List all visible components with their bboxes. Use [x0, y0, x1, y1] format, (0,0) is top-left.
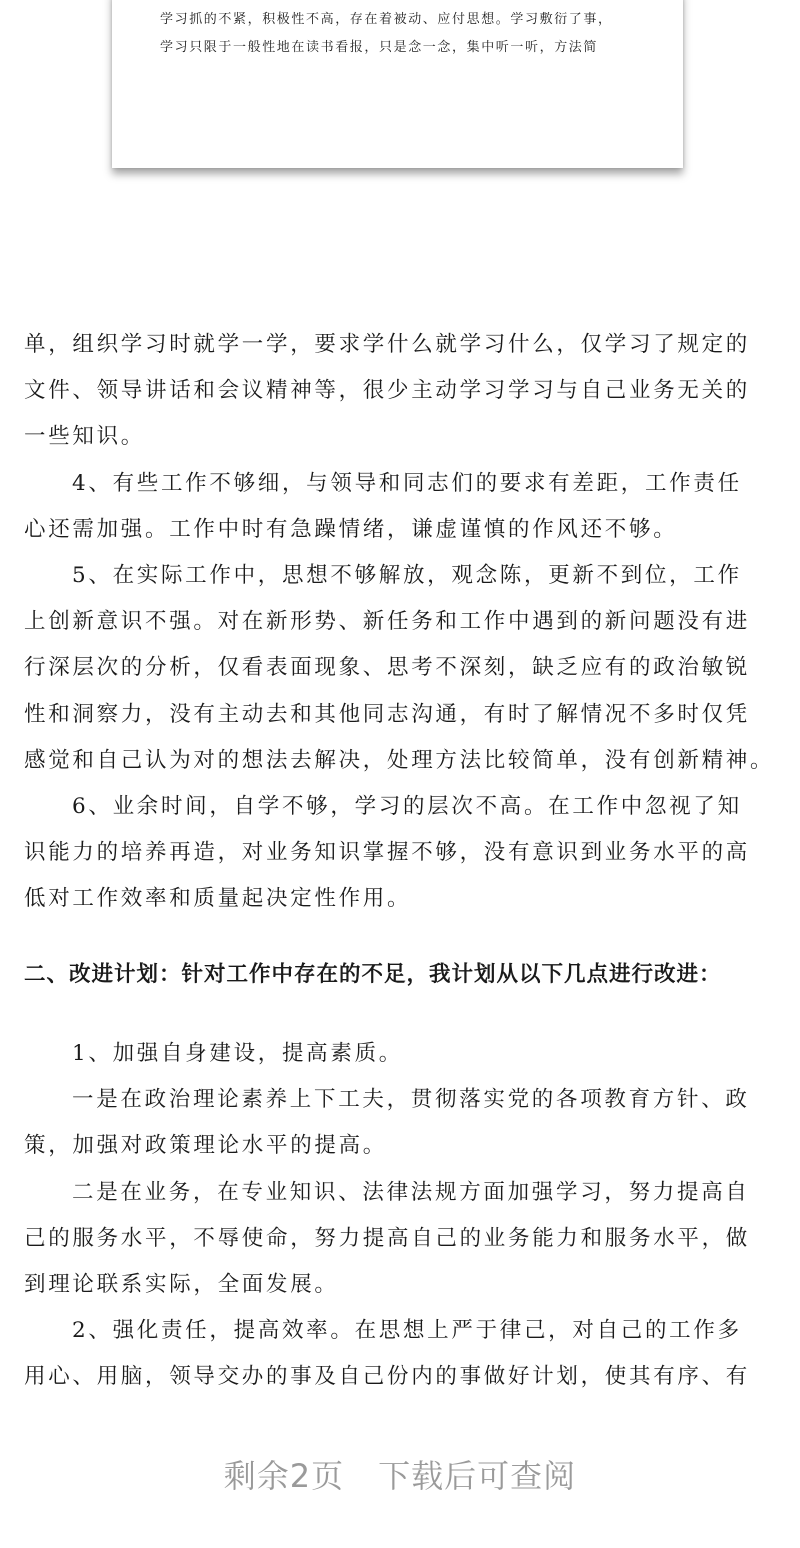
- text-line: 上创新意识不强。对在新形势、新任务和工作中遇到的新问题没有进: [24, 609, 751, 635]
- text-line: 单，组织学习时就学一学，要求学什么就学习什么，仅学习了规定的: [24, 332, 751, 357]
- text-line: 用心、用脑，领导交办的事及自己份内的事做好计划，使其有序、有: [24, 1364, 751, 1390]
- text-line: 性和洞察力，没有主动去和其他同志沟通，有时了解情况不多时仅凭: [24, 701, 751, 727]
- text-line: 行深层次的分析，仅看表面现象、思考不深刻，缺乏应有的政治敏锐: [24, 655, 751, 681]
- text-line: 己的服务水平，不辱使命，努力提高自己的业务能力和服务水平，做: [24, 1225, 751, 1251]
- remaining-pages-text: 剩余2页: [223, 1457, 345, 1495]
- card-text-line: 学习抓的不紧，积极性不高，存在着被动、应付思想。学习敷衍了事，: [160, 12, 613, 27]
- text-line: 一些知识。: [24, 424, 146, 450]
- text-line: 二是在业务，在专业知识、法律法规方面加强学习，努力提高自: [72, 1179, 750, 1205]
- text-line: 到理论联系实际，全面发展。: [24, 1272, 339, 1297]
- card-text-line: 学习只限于一般性地在读书看报，只是念一念，集中听一听，方法简: [160, 40, 599, 55]
- text-line: 1、加强自身建设，提高素质。: [72, 1041, 403, 1066]
- text-line: 识能力的培养再造，对业务知识掌握不够，没有意识到业务水平的高: [24, 840, 751, 866]
- section-heading: 二、改进计划：针对工作中存在的不足，我计划从以下几点进行改进：: [24, 962, 722, 987]
- text-line: 2、强化责任，提高效率。在思想上严于律己，对自己的工作多: [72, 1318, 742, 1344]
- text-line: 6、业余时间，自学不够，学习的层次不高。在工作中忽视了知: [72, 794, 742, 819]
- download-prompt[interactable]: [0, 1451, 800, 1497]
- preview-page-card: [112, 0, 683, 168]
- text-line: 5、在实际工作中，思想不够解放，观念陈，更新不到位，工作: [72, 563, 742, 588]
- download-to-read-text: 下载后可查阅: [378, 1457, 577, 1495]
- text-line: 一是在政治理论素养上下工夫，贯彻落实党的各项教育方针、政: [72, 1087, 750, 1113]
- text-line: 低对工作效率和质量起决定性作用。: [24, 886, 412, 912]
- text-line: 心还需加强。工作中时有急躁情绪，谦虚谨慎的作风还不够。: [24, 516, 678, 542]
- text-line: 策，加强对政策理论水平的提高。: [24, 1133, 388, 1159]
- text-line: 文件、领导讲话和会议精神等，很少主动学习学习与自己业务无关的: [24, 378, 751, 404]
- text-line: 感觉和自己认为对的想法去解决，处理方法比较简单，没有创新精神。: [24, 747, 775, 773]
- text-line: 4、有些工作不够细，与领导和同志们的要求有差距，工作责任: [72, 470, 742, 496]
